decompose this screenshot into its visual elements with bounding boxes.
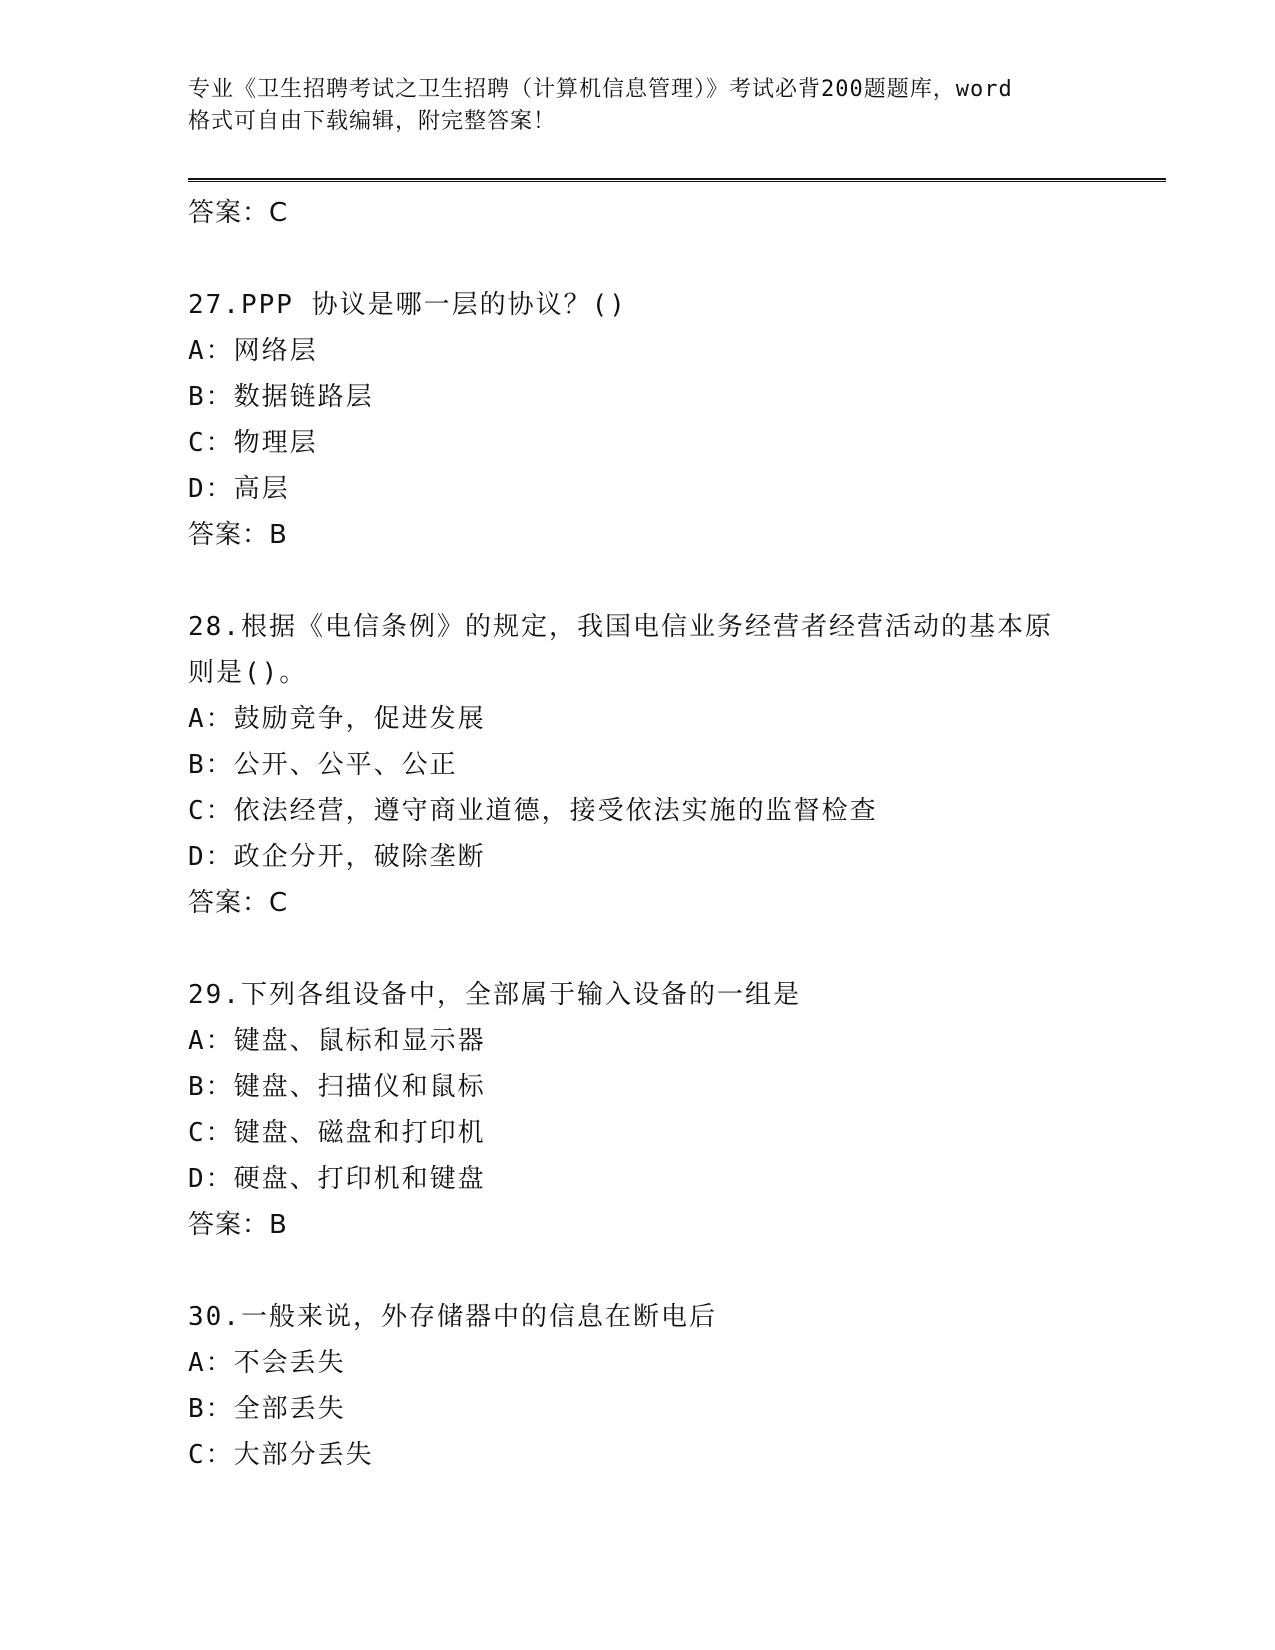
question-stem: 29.下列各组设备中，全部属于输入设备的一组是 — [188, 980, 801, 1010]
spacer — [188, 558, 1148, 604]
option-a: A：键盘、鼠标和显示器 — [188, 1026, 486, 1056]
question-27 — [188, 282, 1148, 558]
option-b: B：数据链路层 — [188, 382, 374, 412]
option-d: D：硬盘、打印机和键盘 — [188, 1164, 486, 1194]
question-stem: 28.根据《电信条例》的规定，我国电信业务经营者经营活动的基本原 — [188, 612, 1053, 642]
option-a: A：网络层 — [188, 336, 318, 366]
option-c: C：物理层 — [188, 428, 318, 458]
option-b: B：键盘、扫描仪和鼠标 — [188, 1072, 486, 1102]
answer: 答案：C — [188, 888, 289, 918]
question-list — [188, 190, 1148, 1478]
question-29 — [188, 972, 1148, 1248]
question-stem: 27.PPP 协议是哪一层的协议？() — [188, 290, 627, 320]
option-c: C：大部分丢失 — [188, 1440, 374, 1470]
spacer — [188, 926, 1148, 972]
question-30 — [188, 1294, 1148, 1478]
spacer — [188, 1248, 1148, 1294]
answer: 答案：B — [188, 520, 288, 550]
document-header — [188, 74, 1108, 138]
header-line-2: 格式可自由下载编辑，附完整答案！ — [188, 109, 557, 134]
option-b: B：全部丢失 — [188, 1394, 346, 1424]
question-stem-continued: 则是()。 — [188, 658, 308, 688]
option-b: B：公开、公平、公正 — [188, 750, 458, 780]
previous-answer: 答案：C — [188, 198, 289, 228]
option-a: A：不会丢失 — [188, 1348, 346, 1378]
option-d: D：政企分开，破除垄断 — [188, 842, 486, 872]
header-divider — [188, 178, 1166, 182]
option-a: A：鼓励竞争，促进发展 — [188, 704, 486, 734]
option-c: C：依法经营，遵守商业道德，接受依法实施的监督检查 — [188, 796, 878, 826]
answer: 答案：B — [188, 1210, 288, 1240]
spacer — [188, 236, 1148, 282]
question-stem: 30.一般来说，外存储器中的信息在断电后 — [188, 1302, 717, 1332]
question-28 — [188, 604, 1148, 926]
option-c: C：键盘、磁盘和打印机 — [188, 1118, 486, 1148]
header-line-1: 专业《卫生招聘考试之卫生招聘（计算机信息管理）》考试必背200题题库，word — [188, 77, 1013, 102]
option-d: D：高层 — [188, 474, 290, 504]
